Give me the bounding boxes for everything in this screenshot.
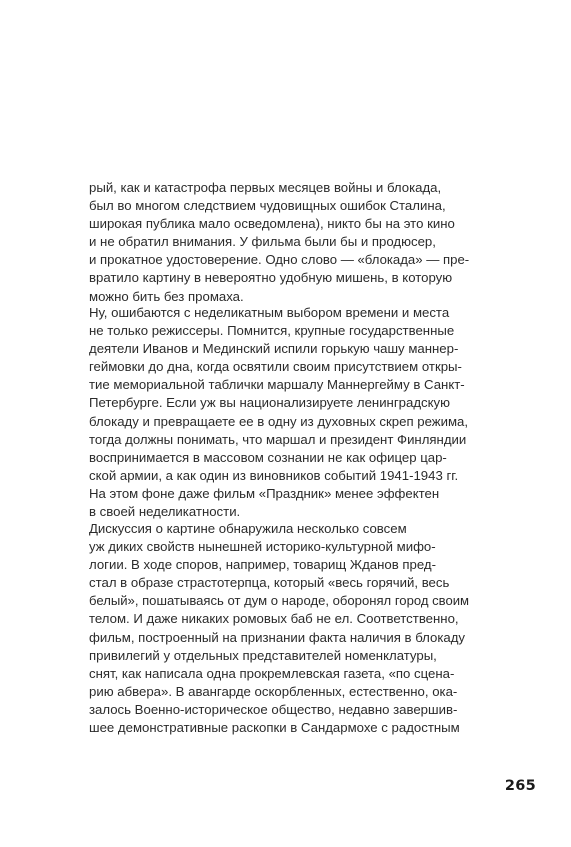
paragraph-line: шее демонстративные раскопки в Сандармохе с радостным (89, 720, 460, 736)
paragraph-line: На этом фоне даже фильм «Праздник» менее эффектен (89, 485, 440, 501)
paragraph-line: геймовки до дна, когда освятили своим присутствием откры- (89, 359, 462, 375)
paragraph-line: уж диких свойств нынешней историко-культурной мифо- (89, 539, 436, 555)
paragraph-line: залось Военно-историческое общество, недавно завершив- (89, 701, 458, 717)
paragraph-line: стал в образе страстотерпца, который «весь горячий, весь (89, 575, 450, 591)
paragraph-line: фильм, построенный на признании факта наличия в блокаду (89, 629, 466, 645)
page-number: 265 (504, 778, 536, 794)
paragraph-line: широкая публика мало осведомлена), никто бы на это кино (89, 216, 455, 232)
paragraph-line: логии. В ходе споров, например, товарищ Жданов пред- (89, 557, 437, 573)
paragraph-line: можно бить без промаха. (89, 288, 244, 304)
paragraph-line: рый, как и катастрофа первых месяцев войны и блокада, (89, 180, 442, 195)
paragraph-line: белый», пошатываясь от дум о народе, оборонял город своим (89, 593, 470, 609)
paragraph-2 (89, 304, 469, 521)
paragraph-line: в своей неделикатности. (89, 504, 241, 520)
paragraph-1 (89, 179, 469, 306)
paragraph-line: вратило картину в невероятно удобную мишень, в которую (89, 270, 453, 286)
paragraph-line: тогда должны понимать, что маршал и президент Финляндии (89, 431, 467, 447)
paragraph-line: ской армии, а как один из виновников событий 1941-1943 гг. (89, 467, 459, 483)
paragraph-line: не только режиссеры. Помнится, крупные государственные (89, 323, 455, 339)
paragraph-line: телом. И даже никаких ромовых баб не ел. Соответственно, (89, 611, 459, 627)
paragraph-line: тие мемориальной таблички маршалу Маннергейму в Санкт- (89, 377, 465, 393)
paragraph-line: Петербурге. Если уж вы национализируете ленинградскую (89, 395, 451, 411)
paragraph-line: Ну, ошибаются с неделикатным выбором времени и места (89, 305, 450, 320)
paragraph-line: Дискуссия о картине обнаружила несколько совсем (89, 521, 407, 536)
paragraph-line: воспринимается в массовом сознании не как офицер цар- (89, 449, 447, 465)
paragraph-line: снят, как написала одна прокремлевская газета, «по сцена- (89, 665, 455, 681)
paragraph-line: рию абвера». В авангарде оскорбленных, естественно, ока- (89, 683, 458, 699)
paragraph-3 (89, 520, 469, 737)
paragraph-line: блокаду и превращаете ее в одну из духовных скреп режима, (89, 413, 469, 429)
paragraph-line: был во многом следствием чудовищных ошибок Сталина, (89, 198, 446, 214)
paragraph-line: деятели Иванов и Мединский испили горькую чашу маннер- (89, 341, 459, 357)
paragraph-line: привилегий у отдельных представителей номенклатуры, (89, 647, 437, 663)
paragraph-line: и не обратил внимания. У фильма были бы и продюсер, (89, 234, 436, 250)
paragraph-line: и прокатное удостоверение. Одно слово — «блокада» — пре- (89, 252, 470, 268)
